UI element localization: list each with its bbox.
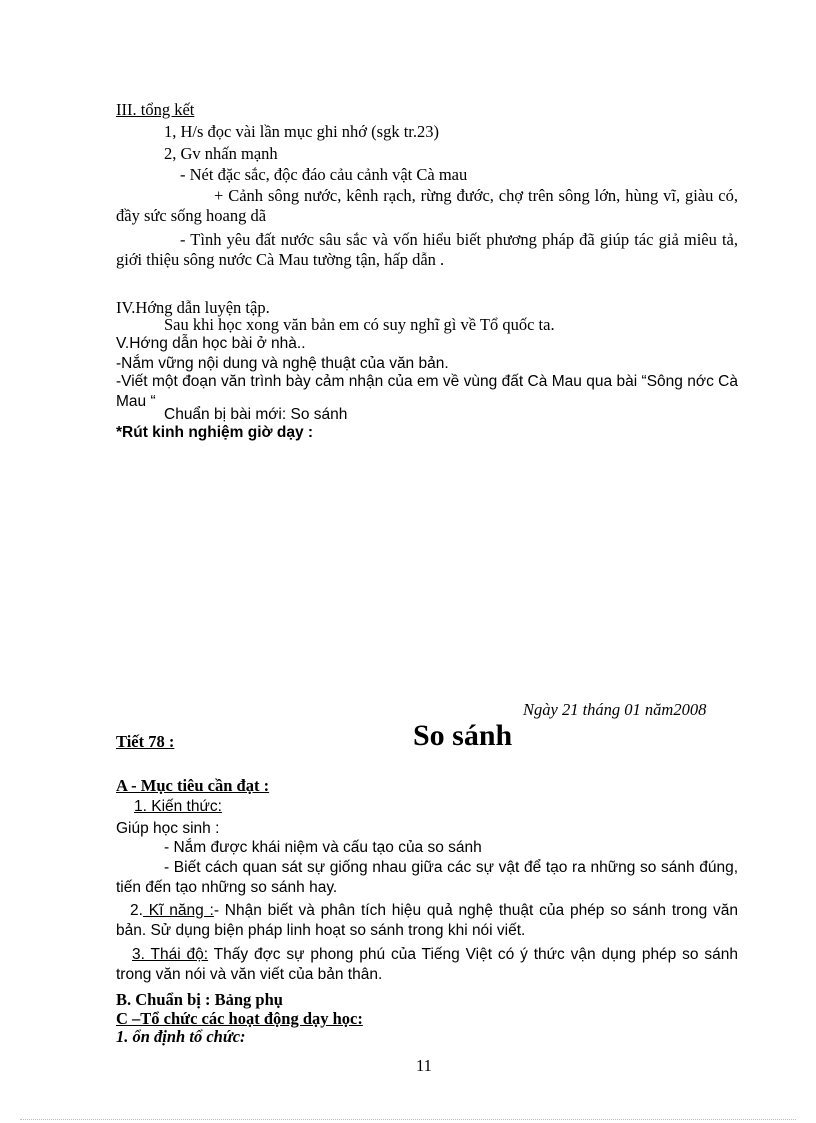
attitude-heading: 3. Thái độ: — [132, 946, 209, 963]
activities-heading: C –Tổ chức các hoạt động dạy học: — [116, 1009, 363, 1028]
summary-point-2: - Tình yêu đất nước sâu sắc và vốn hiểu biết phương pháp đã giúp tác giả miêu tả, giới thiệu sông nước Cà Mau tường tận, hấp dẫn . — [116, 230, 738, 269]
teaching-experience: *Rút kinh nghiệm giờ dạy : — [116, 424, 314, 441]
practice-question: Sau khi học xong văn bản em có suy nghĩ gì về Tổ quốc ta. — [164, 315, 555, 334]
page-number: 11 — [416, 1056, 432, 1075]
homework-1: -Nắm vững nội dung và nghệ thuật của văn bản. — [116, 355, 449, 372]
section-4-heading: IV.Hớng dẫn luyện tập. — [116, 298, 270, 317]
knowledge-heading: 1. Kiến thức: — [134, 798, 222, 815]
homework-2: -Viết một đoạn văn trình bày cảm nhận của em về vùng đất Cà Mau qua bài “Sông nớc Cà Mau “ — [116, 373, 738, 410]
lesson-date: Ngày 21 tháng 01 năm2008 — [523, 700, 707, 719]
summary-item-1: 1, H/s đọc vài lần mục ghi nhớ (sgk tr.23) — [164, 122, 439, 141]
lesson-number: Tiết 78 : — [116, 732, 175, 751]
objectives-heading: A - Mục tiêu cần đạt : — [116, 776, 270, 795]
summary-item-2: 2, Gv nhấn mạnh — [164, 144, 278, 163]
preparation: B. Chuẩn bị : Bảng phụ — [116, 990, 283, 1009]
skills-paragraph — [116, 901, 738, 941]
skills-text: - Nhận biết và phân tích hiệu quả nghệ thuật của phép so sánh trong văn bản. Sử dụng biện pháp linh hoạt so sánh trong khi nói viết. — [116, 902, 738, 939]
knowledge-1: - Nắm được khái niệm và cấu tạo của so sánh — [164, 839, 482, 856]
organization-heading: 1. ổn định tổ chức: — [116, 1027, 246, 1046]
attitude-text: Thấy đợc sự phong phú của Tiếng Việt có ý thức vận dụng phép so sánh trong văn nói và văn viết của bản thân. — [116, 946, 738, 983]
skills-heading: Kĩ năng : — [142, 902, 214, 919]
knowledge-2: - Biết cách quan sát sự giống nhau giữa các sự vật để tạo ra những so sánh đúng, tiến đến tạo những so sánh hay. — [116, 859, 738, 896]
section-3-heading: III. tổng kết — [116, 100, 195, 119]
attitude-paragraph — [116, 945, 738, 985]
summary-point-1-sub: + Cảnh sông nước, kênh rạch, rừng đước, chợ trên sông lớn, hùng vĩ, giàu có, đầy sức sống hoang dã — [116, 186, 738, 225]
homework-3: Chuẩn bị bài mới: So sánh — [164, 406, 348, 423]
page-footer-divider — [20, 1119, 796, 1120]
help-students: Giúp học sinh : — [116, 820, 220, 837]
lesson-title: So sánh — [413, 719, 513, 752]
summary-point-1: - Nét đặc sắc, độc đáo cảu cảnh vật Cà mau — [180, 165, 468, 184]
skills-number: 2. — [130, 902, 143, 919]
section-5-heading: V.Hớng dẫn học bài ở nhà.. — [116, 335, 306, 352]
